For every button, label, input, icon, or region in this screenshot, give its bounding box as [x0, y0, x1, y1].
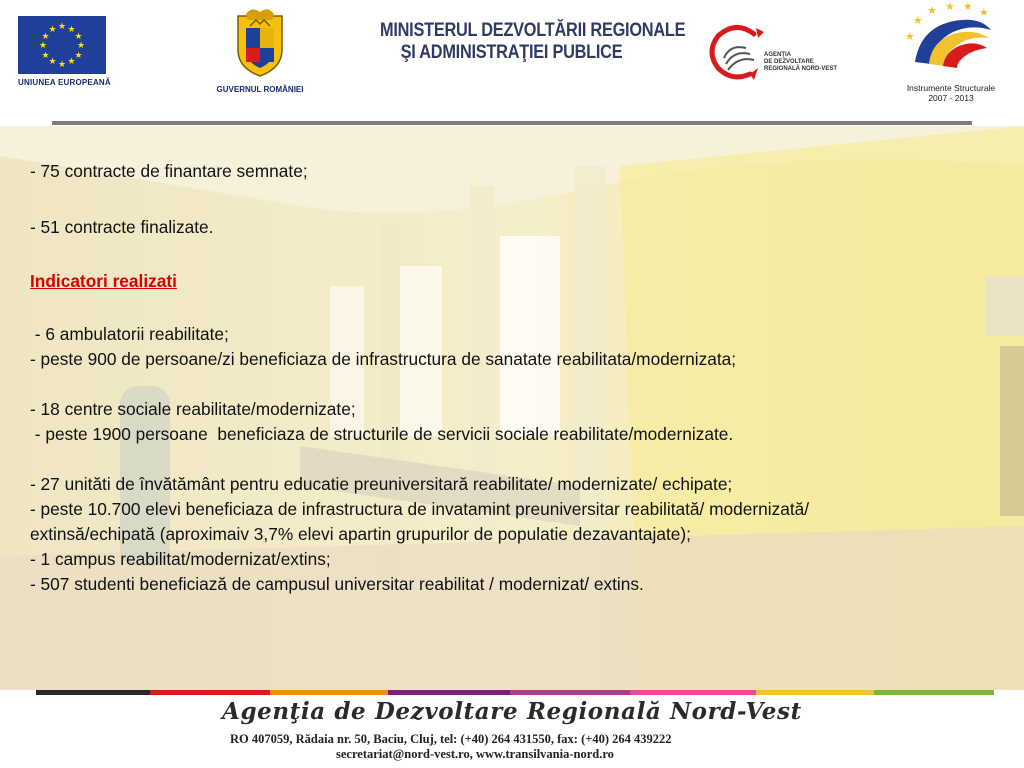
government-logo — [205, 6, 315, 94]
footer-color-segment — [270, 690, 388, 695]
government-caption: GUVERNUL ROMÂNIEI — [216, 85, 304, 94]
coat-of-arms-icon — [232, 6, 288, 78]
eu-star-icon: ★ — [39, 40, 48, 50]
spacer — [30, 447, 990, 472]
footer-address — [230, 732, 672, 762]
eu-star-icon: ★ — [67, 23, 76, 34]
footer-address-line2: secretariat@nord-vest.ro, www.transilvania-nord.ro — [336, 747, 614, 761]
agency-caption-line3: REGIONALĂ NORD-VEST — [764, 66, 838, 72]
outpatient-clinics-line: - 6 ambulatorii reabilitate; — [30, 324, 229, 344]
svg-text:★: ★ — [945, 2, 955, 13]
agency-swirl-icon — [706, 22, 768, 84]
svg-text:★: ★ — [963, 2, 973, 13]
logo-header — [0, 0, 1024, 122]
spacer — [30, 184, 990, 209]
eu-logo — [18, 16, 111, 87]
eu-star-icon: ★ — [48, 23, 57, 34]
eu-star-icon: ★ — [41, 30, 50, 41]
eu-star-icon: ★ — [77, 40, 86, 50]
contracts-finalized-line: - 51 contracte finalizate. — [30, 217, 214, 237]
footer-color-segment — [150, 690, 270, 695]
agency-caption-line1: AGENŢIA — [764, 52, 791, 58]
social-beneficiaries-line: - peste 1900 persoane beneficiaza de structurile de servicii sociale reabilitate/modernizate. — [30, 424, 734, 444]
footer-color-segment — [874, 690, 994, 695]
social-centers-line: - 18 centre sociale reabilitate/modernizate; — [30, 399, 356, 419]
svg-text:★: ★ — [913, 14, 923, 27]
eu-star-icon: ★ — [74, 49, 83, 60]
eu-star-icon: ★ — [67, 56, 76, 67]
header-divider — [52, 121, 972, 125]
indicators-heading: Indicatori realizati — [30, 271, 177, 291]
footer-color-segment — [630, 690, 756, 695]
svg-text:★: ★ — [979, 6, 989, 19]
eu-star-icon: ★ — [58, 59, 67, 69]
ministry-logo — [380, 20, 686, 64]
eu-star-icon: ★ — [58, 21, 67, 31]
health-beneficiaries-line: - peste 900 de persoane/zi beneficiaza de infrastructura de sanatate reabilitata/modernizata; — [30, 349, 737, 369]
education-units-line: - 27 unităti de învătământ pentru educatie preuniversitară reabilitate/ modernizate/ echipate; — [30, 474, 733, 494]
footer-color-bar — [36, 690, 994, 695]
campus-line: - 1 campus reabilitat/modernizat/extins; — [30, 549, 331, 569]
eu-flag-icon — [18, 16, 106, 74]
spacer — [30, 372, 990, 397]
eu-star-icon: ★ — [41, 49, 50, 60]
eu-star-icon: ★ — [48, 56, 57, 67]
footer-color-segment — [756, 690, 874, 695]
footer-color-segment — [36, 690, 150, 695]
slide-body — [30, 159, 990, 597]
spacer — [30, 297, 990, 322]
agency-caption — [764, 52, 837, 73]
footer-agency-title: Agenţia de Dezvoltare Regională Nord-Vest — [222, 698, 802, 725]
eu-caption: UNIUNEA EUROPEANĂ — [18, 78, 111, 87]
agency-caption-line2: DE DEZVOLTARE — [764, 59, 814, 65]
pupils-beneficiaries-line: - peste 10.700 elevi beneficiaza de infrastructura de invatamint preuniversitar reabilitată/ modernizată/ extinsă/echipată (aproximaiv 3,7% elevi apartin grupurilor de populatie dezavantajate); — [30, 499, 810, 544]
footer — [0, 690, 1024, 768]
footer-address-line1: RO 407059, Rădaia nr. 50, Baciu, Cluj, tel: (+40) 264 431550, fax: (+40) 264 439222 — [230, 732, 672, 746]
svg-text:★: ★ — [927, 4, 937, 17]
structural-instruments-icon — [901, 2, 1001, 78]
ministry-title-line2: ŞI ADMINISTRAŢIEI PUBLICE — [400, 42, 623, 63]
svg-text:★: ★ — [905, 30, 915, 43]
agency-logo — [706, 18, 856, 88]
spacer — [30, 240, 990, 265]
students-beneficiaries-line: - 507 studenti beneficiază de campusul universitar reabilitat / modernizat/ extins. — [30, 574, 644, 594]
eu-star-icon: ★ — [74, 30, 83, 41]
footer-color-segment — [388, 690, 510, 695]
structural-instruments-logo — [895, 2, 1007, 103]
structural-instruments-caption-line2: 2007 - 2013 — [928, 93, 974, 103]
contracts-signed-line: - 75 contracte de finantare semnate; — [30, 161, 308, 181]
structural-instruments-caption-line1: Instrumente Structurale — [906, 83, 996, 93]
ministry-title-line1: MINISTERUL DEZVOLTĂRII REGIONALE — [380, 20, 686, 41]
footer-color-segment — [510, 690, 630, 695]
